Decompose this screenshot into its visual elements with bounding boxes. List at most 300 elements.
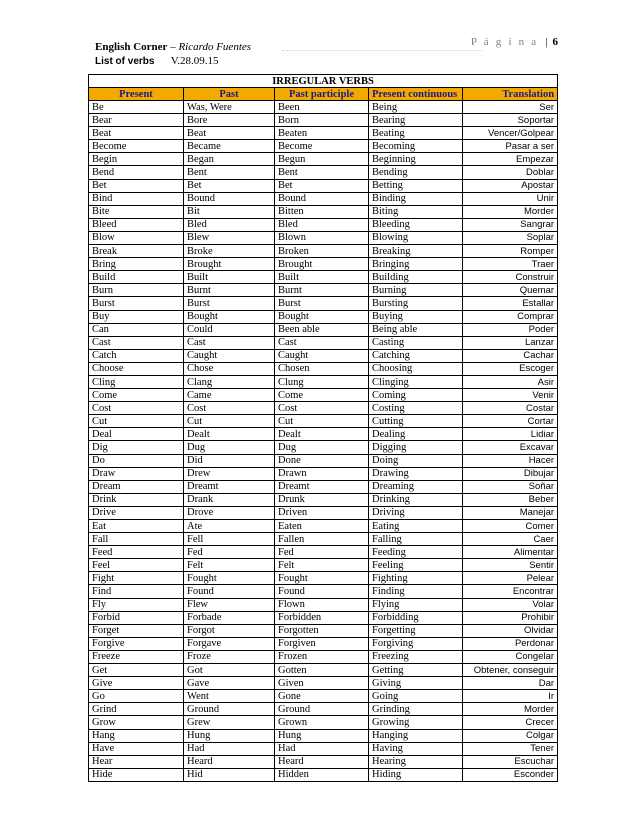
cell-present: Fight xyxy=(89,572,184,585)
cell-translation: Estallar xyxy=(463,297,558,310)
cell-past: Drew xyxy=(184,467,275,480)
cell-present: Bet xyxy=(89,179,184,192)
cell-present-continuous: Being xyxy=(369,101,463,114)
cell-present: Hang xyxy=(89,729,184,742)
cell-present: Build xyxy=(89,271,184,284)
cell-translation: Vencer/Golpear xyxy=(463,127,558,140)
cell-present-continuous: Falling xyxy=(369,533,463,546)
table-row xyxy=(89,611,558,624)
cell-translation: Quemar xyxy=(463,284,558,297)
cell-present-continuous: Hiding xyxy=(369,768,463,781)
cell-past: Dug xyxy=(184,441,275,454)
column-header-present: Present xyxy=(89,88,184,101)
header-divider xyxy=(282,50,482,51)
cell-present: Grow xyxy=(89,716,184,729)
cell-past-participle: Burnt xyxy=(275,284,369,297)
cell-past: Built xyxy=(184,271,275,284)
cell-past-participle: Brought xyxy=(275,258,369,271)
cell-past-participle: Fed xyxy=(275,546,369,559)
cell-present: Forgive xyxy=(89,637,184,650)
cell-translation: Olvidar xyxy=(463,624,558,637)
cell-translation: Comer xyxy=(463,520,558,533)
table-row xyxy=(89,415,558,428)
cell-past: Forgot xyxy=(184,624,275,637)
cell-past: Forbade xyxy=(184,611,275,624)
cell-present-continuous: Clinging xyxy=(369,375,463,388)
cell-present: Hear xyxy=(89,755,184,768)
cell-past-participle: Grown xyxy=(275,716,369,729)
table-row xyxy=(89,362,558,375)
cell-past-participle: Built xyxy=(275,271,369,284)
cell-translation: Escuchar xyxy=(463,755,558,768)
page-separator: | xyxy=(545,36,548,48)
cell-past-participle: Cut xyxy=(275,415,369,428)
table-row xyxy=(89,375,558,388)
cell-past-participle: Driven xyxy=(275,506,369,519)
cell-translation: Caer xyxy=(463,533,558,546)
cell-past: Bit xyxy=(184,205,275,218)
cell-past: Became xyxy=(184,140,275,153)
cell-present: Catch xyxy=(89,349,184,362)
cell-translation: Comprar xyxy=(463,310,558,323)
cell-past: Fed xyxy=(184,546,275,559)
cell-present-continuous: Coming xyxy=(369,389,463,402)
cell-translation: Pelear xyxy=(463,572,558,585)
cell-translation: Sentir xyxy=(463,559,558,572)
cell-translation: Hacer xyxy=(463,454,558,467)
column-header-past: Past xyxy=(184,88,275,101)
cell-present: Get xyxy=(89,664,184,677)
cell-present-continuous: Dreaming xyxy=(369,480,463,493)
cell-past: Went xyxy=(184,690,275,703)
cell-present-continuous: Forgetting xyxy=(369,624,463,637)
cell-present-continuous: Forbidding xyxy=(369,611,463,624)
cell-past-participle: Broken xyxy=(275,245,369,258)
column-header-translation: Translation xyxy=(463,88,558,101)
header-line-1 xyxy=(95,40,251,54)
cell-past: Cost xyxy=(184,402,275,415)
cell-past-participle: Fought xyxy=(275,572,369,585)
cell-translation: Morder xyxy=(463,703,558,716)
cell-past: Caught xyxy=(184,349,275,362)
table-row xyxy=(89,729,558,742)
cell-past: Bent xyxy=(184,166,275,179)
cell-past: Was, Were xyxy=(184,101,275,114)
corner-title: English Corner xyxy=(95,41,168,53)
cell-translation: Poder xyxy=(463,323,558,336)
cell-translation: Beber xyxy=(463,493,558,506)
cell-present-continuous: Binding xyxy=(369,192,463,205)
cell-translation: Esconder xyxy=(463,768,558,781)
cell-present: Become xyxy=(89,140,184,153)
cell-present: Freeze xyxy=(89,650,184,663)
cell-past-participle: Burst xyxy=(275,297,369,310)
cell-past: Ate xyxy=(184,520,275,533)
table-row xyxy=(89,166,558,179)
table-row xyxy=(89,218,558,231)
cell-present: Break xyxy=(89,245,184,258)
cell-past-participle: Gone xyxy=(275,690,369,703)
cell-translation: Doblar xyxy=(463,166,558,179)
cell-present-continuous: Buying xyxy=(369,310,463,323)
table-title-row xyxy=(89,75,558,88)
cell-past: Bought xyxy=(184,310,275,323)
cell-past: Did xyxy=(184,454,275,467)
cell-past: Froze xyxy=(184,650,275,663)
cell-past: Dealt xyxy=(184,428,275,441)
cell-past-participle: Flown xyxy=(275,598,369,611)
cell-present: Fly xyxy=(89,598,184,611)
table-row xyxy=(89,520,558,533)
table-row xyxy=(89,598,558,611)
cell-past-participle: Become xyxy=(275,140,369,153)
cell-past: Ground xyxy=(184,703,275,716)
table-row xyxy=(89,153,558,166)
cell-past: Came xyxy=(184,389,275,402)
table-row xyxy=(89,205,558,218)
cell-past: Found xyxy=(184,585,275,598)
cell-translation: Obtener, conseguir xyxy=(463,664,558,677)
table-row xyxy=(89,454,558,467)
version-label: V.28.09.15 xyxy=(170,55,219,67)
cell-present-continuous: Being able xyxy=(369,323,463,336)
cell-present-continuous: Choosing xyxy=(369,362,463,375)
cell-past-participle: Drawn xyxy=(275,467,369,480)
cell-past-participle: Bet xyxy=(275,179,369,192)
cell-past: Fell xyxy=(184,533,275,546)
cell-past-participle: Felt xyxy=(275,559,369,572)
cell-past-participle: Gotten xyxy=(275,664,369,677)
cell-past-participle: Clung xyxy=(275,375,369,388)
cell-translation: Lanzar xyxy=(463,336,558,349)
cell-present-continuous: Breaking xyxy=(369,245,463,258)
cell-past-participle: Caught xyxy=(275,349,369,362)
cell-translation: Cachar xyxy=(463,349,558,362)
cell-past-participle: Bled xyxy=(275,218,369,231)
cell-present-continuous: Bringing xyxy=(369,258,463,271)
cell-present: Begin xyxy=(89,153,184,166)
cell-past-participle: Frozen xyxy=(275,650,369,663)
cell-translation: Empezar xyxy=(463,153,558,166)
cell-past-participle: Bent xyxy=(275,166,369,179)
cell-present-continuous: Fighting xyxy=(369,572,463,585)
cell-present: Bend xyxy=(89,166,184,179)
table-row xyxy=(89,349,558,362)
cell-present-continuous: Feeling xyxy=(369,559,463,572)
cell-translation: Perdonar xyxy=(463,637,558,650)
cell-present: Buy xyxy=(89,310,184,323)
cell-present: Have xyxy=(89,742,184,755)
cell-present: Can xyxy=(89,323,184,336)
cell-past: Burnt xyxy=(184,284,275,297)
table-row xyxy=(89,716,558,729)
cell-past-participle: Chosen xyxy=(275,362,369,375)
cell-past-participle: Drunk xyxy=(275,493,369,506)
cell-present-continuous: Eating xyxy=(369,520,463,533)
cell-past-participle: Hidden xyxy=(275,768,369,781)
table-title: IRREGULAR VERBS xyxy=(89,75,558,88)
cell-present-continuous: Costing xyxy=(369,402,463,415)
cell-translation: Apostar xyxy=(463,179,558,192)
table-header-row xyxy=(89,88,558,101)
cell-past-participle: Forbidden xyxy=(275,611,369,624)
page-word: P á g i n a xyxy=(470,36,539,48)
cell-translation: Ir xyxy=(463,690,558,703)
cell-present: Bear xyxy=(89,114,184,127)
cell-present: Find xyxy=(89,585,184,598)
column-header-present-continuous: Present continuous xyxy=(369,88,463,101)
table-row xyxy=(89,127,558,140)
cell-present-continuous: Hearing xyxy=(369,755,463,768)
cell-translation: Crecer xyxy=(463,716,558,729)
cell-past-participle: Ground xyxy=(275,703,369,716)
cell-present-continuous: Grinding xyxy=(369,703,463,716)
cell-present: Eat xyxy=(89,520,184,533)
cell-translation: Manejar xyxy=(463,506,558,519)
cell-present: Cost xyxy=(89,402,184,415)
cell-present: Dream xyxy=(89,480,184,493)
cell-present-continuous: Beginning xyxy=(369,153,463,166)
cell-past: Felt xyxy=(184,559,275,572)
cell-present-continuous: Freezing xyxy=(369,650,463,663)
table-row xyxy=(89,546,558,559)
cell-past-participle: Blown xyxy=(275,231,369,244)
cell-present-continuous: Forgiving xyxy=(369,637,463,650)
cell-translation: Prohibir xyxy=(463,611,558,624)
cell-past-participle: Been able xyxy=(275,323,369,336)
cell-present: Choose xyxy=(89,362,184,375)
page-number-block xyxy=(471,36,558,48)
cell-translation: Dar xyxy=(463,677,558,690)
table-row xyxy=(89,323,558,336)
cell-translation: Pasar a ser xyxy=(463,140,558,153)
cell-past-participle: Been xyxy=(275,101,369,114)
table-row xyxy=(89,140,558,153)
table-row xyxy=(89,506,558,519)
header-dash: – xyxy=(170,41,176,53)
cell-past-participle: Fallen xyxy=(275,533,369,546)
document-header xyxy=(95,40,251,69)
cell-present: Bite xyxy=(89,205,184,218)
cell-past-participle: Found xyxy=(275,585,369,598)
table-row xyxy=(89,310,558,323)
cell-present: Cut xyxy=(89,415,184,428)
table-row xyxy=(89,480,558,493)
cell-present: Cling xyxy=(89,375,184,388)
table-row xyxy=(89,755,558,768)
cell-present: Be xyxy=(89,101,184,114)
cell-present-continuous: Going xyxy=(369,690,463,703)
cell-present: Beat xyxy=(89,127,184,140)
header-line-2 xyxy=(95,54,251,69)
table-row xyxy=(89,114,558,127)
cell-present-continuous: Bursting xyxy=(369,297,463,310)
cell-past: Could xyxy=(184,323,275,336)
cell-past-participle: Cost xyxy=(275,402,369,415)
cell-present: Bleed xyxy=(89,218,184,231)
cell-present: Feed xyxy=(89,546,184,559)
table-row xyxy=(89,402,558,415)
table-row xyxy=(89,624,558,637)
cell-past: Blew xyxy=(184,231,275,244)
cell-past-participle: Come xyxy=(275,389,369,402)
cell-translation: Soplar xyxy=(463,231,558,244)
cell-translation: Escoger xyxy=(463,362,558,375)
cell-present: Come xyxy=(89,389,184,402)
cell-translation: Asir xyxy=(463,375,558,388)
cell-present-continuous: Dealing xyxy=(369,428,463,441)
table-row xyxy=(89,297,558,310)
cell-past: Gave xyxy=(184,677,275,690)
cell-present: Blow xyxy=(89,231,184,244)
cell-translation: Lidiar xyxy=(463,428,558,441)
cell-translation: Unir xyxy=(463,192,558,205)
table-row xyxy=(89,690,558,703)
table-body xyxy=(89,101,558,782)
cell-past: Forgave xyxy=(184,637,275,650)
cell-present-continuous: Flying xyxy=(369,598,463,611)
table-row xyxy=(89,336,558,349)
cell-past-participle: Cast xyxy=(275,336,369,349)
cell-present-continuous: Digging xyxy=(369,441,463,454)
cell-present: Feel xyxy=(89,559,184,572)
cell-past-participle: Eaten xyxy=(275,520,369,533)
cell-past: Beat xyxy=(184,127,275,140)
cell-present-continuous: Drawing xyxy=(369,467,463,480)
cell-present-continuous: Feeding xyxy=(369,546,463,559)
cell-past-participle: Heard xyxy=(275,755,369,768)
cell-past-participle: Beaten xyxy=(275,127,369,140)
cell-past: Cast xyxy=(184,336,275,349)
cell-translation: Dibujar xyxy=(463,467,558,480)
cell-translation: Construir xyxy=(463,271,558,284)
cell-present-continuous: Beating xyxy=(369,127,463,140)
cell-translation: Soportar xyxy=(463,114,558,127)
cell-present: Bind xyxy=(89,192,184,205)
table-row xyxy=(89,572,558,585)
table-row xyxy=(89,585,558,598)
table-row xyxy=(89,258,558,271)
cell-present-continuous: Burning xyxy=(369,284,463,297)
cell-past-participle: Bitten xyxy=(275,205,369,218)
cell-past-participle: Forgotten xyxy=(275,624,369,637)
cell-past: Grew xyxy=(184,716,275,729)
table-row xyxy=(89,179,558,192)
cell-past: Chose xyxy=(184,362,275,375)
cell-translation: Romper xyxy=(463,245,558,258)
cell-present-continuous: Casting xyxy=(369,336,463,349)
cell-present-continuous: Blowing xyxy=(369,231,463,244)
table-row xyxy=(89,742,558,755)
cell-past: Flew xyxy=(184,598,275,611)
cell-translation: Cortar xyxy=(463,415,558,428)
cell-present: Hide xyxy=(89,768,184,781)
cell-present-continuous: Biting xyxy=(369,205,463,218)
cell-translation: Colgar xyxy=(463,729,558,742)
cell-present: Do xyxy=(89,454,184,467)
cell-past: Broke xyxy=(184,245,275,258)
cell-present: Cast xyxy=(89,336,184,349)
table-row xyxy=(89,284,558,297)
cell-present-continuous: Becoming xyxy=(369,140,463,153)
cell-present: Draw xyxy=(89,467,184,480)
cell-past-participle: Had xyxy=(275,742,369,755)
table-row xyxy=(89,637,558,650)
cell-present-continuous: Getting xyxy=(369,664,463,677)
cell-translation: Venir xyxy=(463,389,558,402)
cell-translation: Alimentar xyxy=(463,546,558,559)
cell-present: Grind xyxy=(89,703,184,716)
table-row xyxy=(89,493,558,506)
cell-past-participle: Done xyxy=(275,454,369,467)
cell-translation: Traer xyxy=(463,258,558,271)
table-row xyxy=(89,245,558,258)
cell-past: Burst xyxy=(184,297,275,310)
table-row xyxy=(89,192,558,205)
cell-present-continuous: Betting xyxy=(369,179,463,192)
cell-past: Drank xyxy=(184,493,275,506)
cell-present: Burst xyxy=(89,297,184,310)
cell-present-continuous: Cutting xyxy=(369,415,463,428)
cell-past: Cut xyxy=(184,415,275,428)
cell-past-participle: Dug xyxy=(275,441,369,454)
cell-present-continuous: Hanging xyxy=(369,729,463,742)
cell-translation: Volar xyxy=(463,598,558,611)
table-row xyxy=(89,533,558,546)
cell-present: Bring xyxy=(89,258,184,271)
cell-past: Brought xyxy=(184,258,275,271)
cell-translation: Sangrar xyxy=(463,218,558,231)
cell-past: Began xyxy=(184,153,275,166)
cell-translation: Soñar xyxy=(463,480,558,493)
cell-past: Heard xyxy=(184,755,275,768)
table-row xyxy=(89,231,558,244)
cell-past-participle: Begun xyxy=(275,153,369,166)
cell-translation: Morder xyxy=(463,205,558,218)
table-row xyxy=(89,101,558,114)
table-row xyxy=(89,650,558,663)
cell-translation: Tener xyxy=(463,742,558,755)
cell-present: Drink xyxy=(89,493,184,506)
cell-past-participle: Forgiven xyxy=(275,637,369,650)
cell-present-continuous: Doing xyxy=(369,454,463,467)
cell-past: Clang xyxy=(184,375,275,388)
cell-present-continuous: Growing xyxy=(369,716,463,729)
cell-present-continuous: Bleeding xyxy=(369,218,463,231)
cell-present-continuous: Catching xyxy=(369,349,463,362)
cell-present-continuous: Building xyxy=(369,271,463,284)
cell-translation: Ser xyxy=(463,101,558,114)
cell-present-continuous: Drinking xyxy=(369,493,463,506)
cell-past: Fought xyxy=(184,572,275,585)
cell-present-continuous: Bending xyxy=(369,166,463,179)
table-row xyxy=(89,428,558,441)
cell-past-participle: Dreamt xyxy=(275,480,369,493)
cell-present: Fall xyxy=(89,533,184,546)
cell-present: Drive xyxy=(89,506,184,519)
cell-translation: Encontrar xyxy=(463,585,558,598)
cell-present-continuous: Having xyxy=(369,742,463,755)
cell-past: Got xyxy=(184,664,275,677)
table-row xyxy=(89,664,558,677)
cell-past-participle: Hung xyxy=(275,729,369,742)
table-row xyxy=(89,768,558,781)
table-row xyxy=(89,559,558,572)
cell-present: Go xyxy=(89,690,184,703)
irregular-verbs-table xyxy=(88,74,558,782)
cell-past-participle: Born xyxy=(275,114,369,127)
cell-present-continuous: Driving xyxy=(369,506,463,519)
